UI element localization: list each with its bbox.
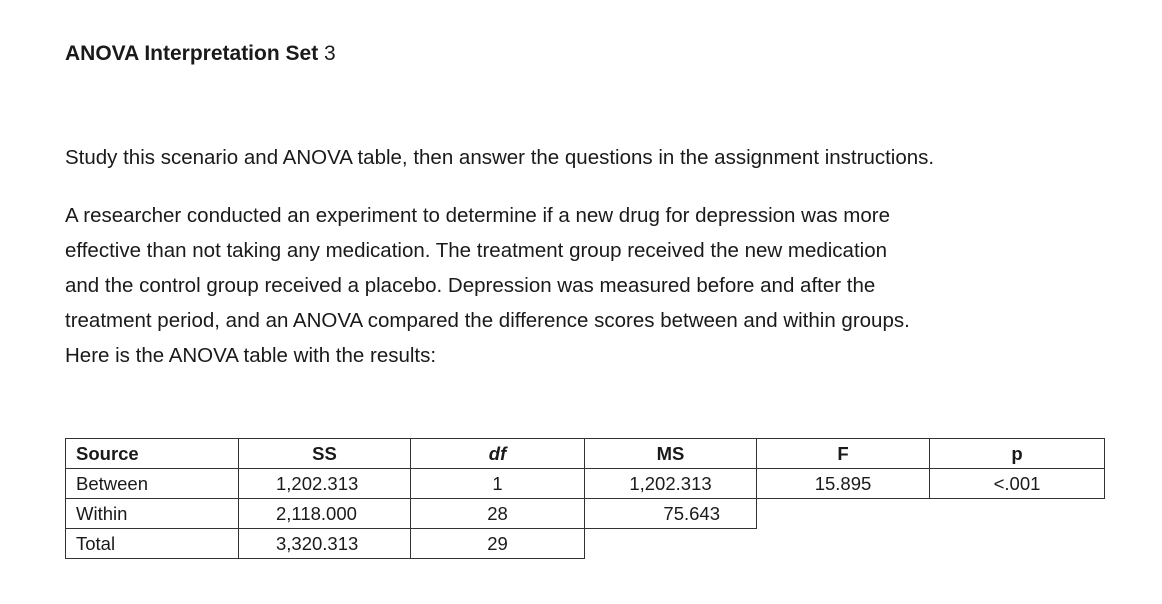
table-row: [66, 529, 1105, 559]
scenario-line: and the control group received a placebo. Depression was measured before and after the: [65, 274, 876, 297]
scenario-line: A researcher conducted an experiment to determine if a new drug for depression was more: [65, 204, 890, 227]
header-ms: MS: [585, 439, 757, 469]
cell-empty: [930, 499, 1105, 529]
scenario-line: treatment period, and an ANOVA compared the difference scores between and within groups.: [65, 309, 910, 332]
intro-paragraph: Study this scenario and ANOVA table, then answer the questions in the assignment instructions.: [65, 146, 935, 169]
header-ss: SS: [239, 439, 411, 469]
table-header-row: [66, 439, 1105, 469]
cell-empty: [757, 499, 930, 529]
anova-table: [65, 438, 1105, 559]
cell-p: <.001: [930, 469, 1105, 499]
table-row: [66, 499, 1105, 529]
header-source: Source: [66, 439, 239, 469]
header-f: F: [757, 439, 930, 469]
table-row: [66, 469, 1105, 499]
scenario-line: Here is the ANOVA table with the results:: [65, 344, 437, 367]
cell-ss: 2,118.000: [239, 499, 411, 529]
cell-source: Total: [66, 529, 239, 559]
document-title: [65, 42, 336, 66]
title-text: ANOVA Interpretation Set: [65, 42, 319, 65]
cell-ss: 3,320.313: [239, 529, 411, 559]
cell-empty: [757, 529, 930, 559]
cell-ms: 75.643: [585, 499, 757, 529]
title-number: 3: [324, 42, 336, 65]
header-df: df: [411, 439, 585, 469]
cell-f: 15.895: [757, 469, 930, 499]
header-p: p: [930, 439, 1105, 469]
cell-ms: 1,202.313: [585, 469, 757, 499]
cell-df: 28: [411, 499, 585, 529]
cell-df: 1: [411, 469, 585, 499]
scenario-line: effective than not taking any medication. The treatment group received the new medication: [65, 239, 888, 262]
scenario-paragraph: [65, 198, 1105, 373]
cell-df: 29: [411, 529, 585, 559]
cell-source: Between: [66, 469, 239, 499]
cell-source: Within: [66, 499, 239, 529]
cell-empty: [585, 529, 757, 559]
cell-ss: 1,202.313: [239, 469, 411, 499]
cell-empty: [930, 529, 1105, 559]
